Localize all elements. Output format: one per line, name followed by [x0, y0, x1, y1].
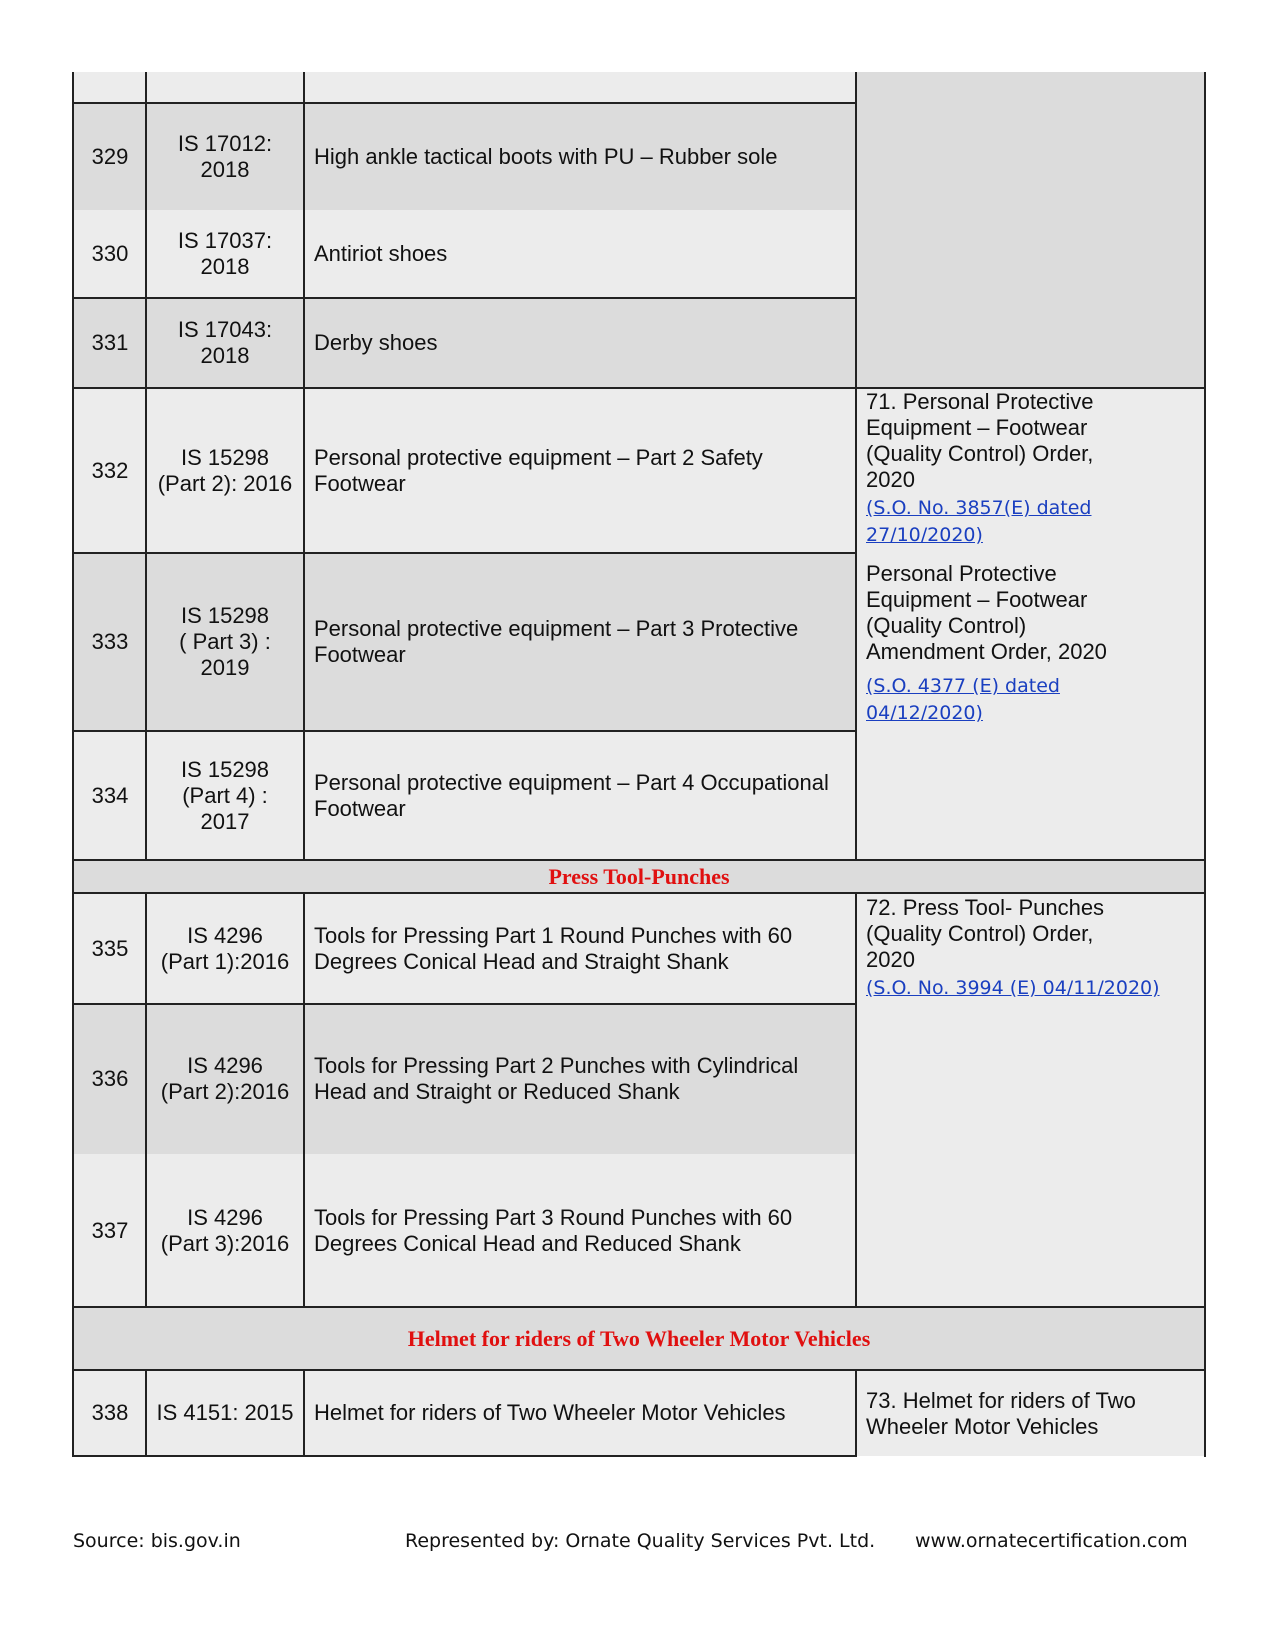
row-number: 330	[74, 210, 146, 298]
row-number: 334	[74, 731, 146, 860]
description	[304, 1154, 856, 1307]
description	[304, 553, 856, 731]
standard-text: IS 15298 ( Part 3) : 2019	[179, 603, 271, 680]
section-title: Helmet for riders of Two Wheeler Motor Vehicles	[407, 1325, 871, 1351]
row-number: 329	[74, 103, 146, 210]
footer-source: Source: bis.gov.in	[73, 1530, 241, 1552]
standard-text: IS 17037: 2018	[177, 228, 273, 279]
table-row-partial	[74, 72, 856, 103]
column-divider	[303, 893, 305, 1307]
standard-number: IS 4151: 2015	[146, 1370, 304, 1456]
column-divider	[855, 72, 857, 860]
description: High ankle tactical boots with PU – Rubber sole	[304, 103, 856, 210]
column-divider	[145, 72, 147, 860]
order-72-title: 72. Press Tool- Punches (Quality Control) Order, 2020	[866, 895, 1105, 972]
standard-number	[146, 1154, 304, 1307]
description-text: Tools for Pressing Part 2 Punches with Cylindrical Head and Straight or Reduced Shank	[314, 1053, 799, 1104]
row-divider	[72, 1306, 1206, 1308]
description	[304, 1004, 856, 1154]
standard-text: IS 15298 (Part 4) : 2017	[180, 756, 270, 834]
standard-number	[146, 103, 304, 210]
standard-number	[146, 388, 304, 553]
row-divider	[72, 892, 1206, 894]
row-divider	[72, 859, 1206, 861]
standard-text: IS 17043: 2018	[177, 317, 273, 368]
order-71-amendment: Personal Protective Equipment – Footwear (Quality Control) Amendment Order, 2020	[866, 561, 1107, 664]
description	[304, 388, 856, 553]
row-divider	[72, 1455, 856, 1457]
row-divider	[72, 1369, 1206, 1371]
column-divider	[145, 1370, 147, 1457]
row-number: 336	[74, 1004, 146, 1154]
column-divider	[72, 72, 74, 1457]
column-divider	[855, 893, 857, 1307]
row-number: 331	[74, 298, 146, 388]
standard-text: IS 4296 (Part 3):2016	[160, 1204, 290, 1256]
order-73-title: 73. Helmet for riders of Two Wheeler Motor Vehicles	[866, 1388, 1136, 1439]
standard-number	[146, 893, 304, 1004]
row-number: 333	[74, 553, 146, 731]
standard-number	[146, 298, 304, 388]
standard-text: IS 17012: 2018	[177, 130, 273, 182]
standard-number	[146, 210, 304, 298]
standard-text: IS 4296 (Part 2):2016	[160, 1053, 290, 1104]
row-number: 337	[74, 1154, 146, 1307]
row-divider	[72, 387, 1206, 389]
row-divider	[72, 1003, 856, 1005]
description: Helmet for riders of Two Wheeler Motor Vehicles	[304, 1370, 856, 1456]
description-text: Personal protective equipment – Part 4 Occupational Footwear	[314, 769, 829, 821]
column-divider	[855, 1370, 857, 1457]
column-divider	[1204, 72, 1206, 1457]
description-text: Tools for Pressing Part 1 Round Punches with 60 Degrees Conical Head and Straight Shank	[314, 922, 793, 974]
row-number: 338	[74, 1370, 146, 1456]
row-divider	[72, 730, 856, 732]
standard-number	[146, 1004, 304, 1154]
standard-text: IS 15298 (Part 2): 2016	[157, 444, 293, 496]
description-text: Personal protective equipment – Part 3 Protective Footwear	[314, 616, 799, 667]
description-text: Personal protective equipment – Part 2 Safety Footwear	[314, 444, 763, 496]
description: Antiriot shoes	[304, 210, 856, 298]
description-text: Tools for Pressing Part 3 Round Punches with 60 Degrees Conical Head and Reduced Shank	[314, 1204, 793, 1256]
order-71-title: 71. Personal Protective Equipment – Footwear (Quality Control) Order, 2020	[866, 389, 1094, 492]
column-divider	[145, 893, 147, 1307]
footer-represented: Represented by: Ornate Quality Services Pvt. Ltd.	[405, 1530, 876, 1552]
order-71-link[interactable]: (S.O. No. 3857(E) dated 27/10/2020)	[866, 497, 1092, 546]
description: Derby shoes	[304, 298, 856, 388]
standard-text: IS 4296 (Part 1):2016	[160, 922, 290, 974]
order-72-link[interactable]: (S.O. No. 3994 (E) 04/11/2020)	[866, 977, 1160, 999]
description	[304, 731, 856, 860]
standard-number	[146, 553, 304, 731]
description	[304, 893, 856, 1004]
column-divider	[303, 72, 305, 860]
section-title: Press Tool-Punches	[548, 863, 730, 889]
column-divider	[303, 1370, 305, 1457]
row-number: 332	[74, 388, 146, 553]
row-divider	[72, 297, 856, 299]
row-divider	[72, 552, 856, 554]
order-cell-prev	[856, 72, 1204, 388]
order-71-amendment-link[interactable]: (S.O. 4377 (E) dated 04/12/2020)	[866, 675, 1060, 724]
footer-website[interactable]: www.ornatecertification.com	[915, 1530, 1188, 1552]
row-divider	[72, 102, 856, 104]
standard-number	[146, 731, 304, 860]
row-number: 335	[74, 893, 146, 1004]
